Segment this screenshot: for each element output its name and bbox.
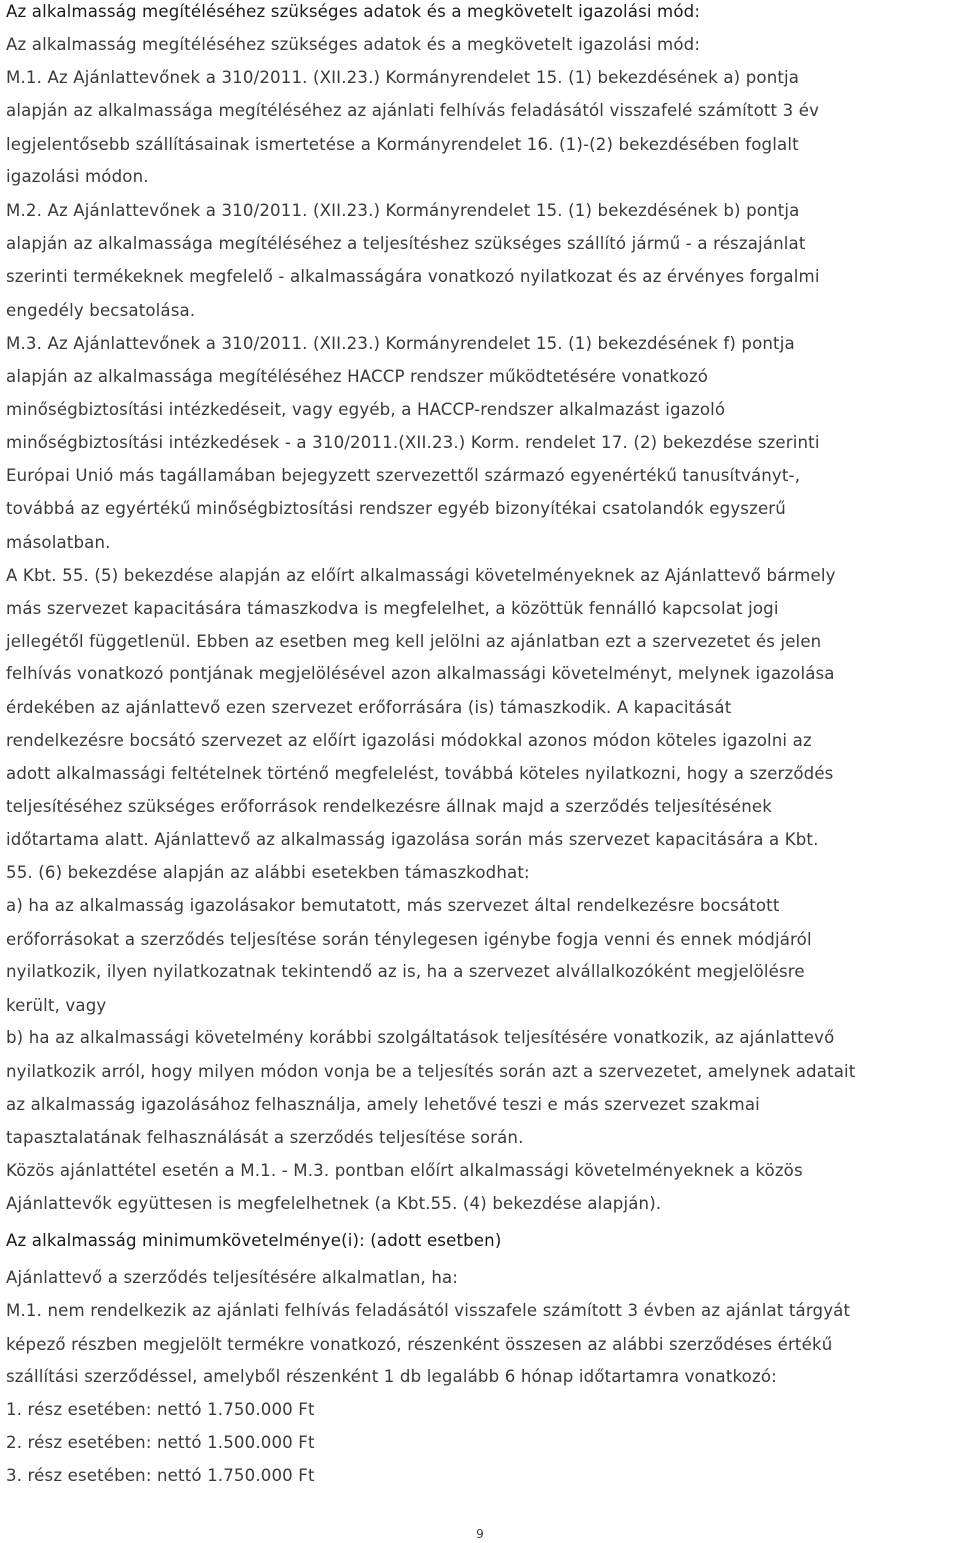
- text-line: engedély becsatolása.: [6, 301, 196, 320]
- text-line: jellegétől függetlenül. Ebben az esetben meg kell jelölni az ajánlatban ezt a szervezetet és jelen: [6, 632, 822, 651]
- text-line: b) ha az alkalmassági követelmény korábbi szolgáltatások teljesítésére vonatkozik, az ajánlattevő: [6, 1028, 835, 1047]
- text-line: a) ha az alkalmasság igazolásakor bemutatott, más szervezet által rendelkezésre bocsátott: [6, 896, 780, 915]
- text-line: került, vagy: [6, 996, 107, 1015]
- text-line: alapján az alkalmassága megítéléséhez a teljesítéshez szükséges szállító jármű - a részajánlat: [6, 234, 806, 253]
- text-line: képező részben megjelölt termékre vonatkozó, részenként összesen az alábbi szerződéses értékű: [6, 1335, 833, 1354]
- list-item: 1. rész esetében: nettó 1.750.000 Ft: [6, 1400, 315, 1419]
- text-line: felhívás vonatkozó pontjának megjelölésével azon alkalmassági követelményt, melynek igazolása: [6, 664, 835, 683]
- text-line: szállítási szerződéssel, amelyből részenként 1 db legalább 6 hónap időtartamra vonatkozó:: [6, 1367, 777, 1386]
- page-number: 9: [476, 1527, 484, 1541]
- text-line: Ajánlattevők együttesen is megfelelhetnek (a Kbt.55. (4) bekezdése alapján).: [6, 1194, 662, 1213]
- list-item: 2. rész esetében: nettó 1.500.000 Ft: [6, 1433, 315, 1452]
- text-line: Az alkalmasság megítéléséhez szükséges adatok és a megkövetelt igazolási mód:: [6, 35, 701, 54]
- text-line: M.3. Az Ajánlattevőnek a 310/2011. (XII.23.) Kormányrendelet 15. (1) bekezdésének f) pontja: [6, 334, 795, 353]
- text-line: erőforrásokat a szerződés teljesítése során ténylegesen igénybe fogja venni és ennek módjáról: [6, 930, 812, 949]
- text-line: érdekében az ajánlattevő ezen szervezet erőforrására (is) támaszkodik. A kapacitását: [6, 698, 732, 717]
- text-line: Közös ajánlattétel esetén a M.1. - M.3. pontban előírt alkalmassági követelményeknek a közös: [6, 1161, 803, 1180]
- text-line: A Kbt. 55. (5) bekezdése alapján az előírt alkalmassági követelményeknek az Ajánlattevő bármely: [6, 566, 836, 585]
- text-line: teljesítéséhez szükséges erőforrások rendelkezésre állnak majd a szerződés teljesítésének: [6, 797, 773, 816]
- text-line: alapján az alkalmassága megítéléséhez HACCP rendszer működtetésére vonatkozó: [6, 367, 709, 386]
- text-line: időtartama alatt. Ajánlattevő az alkalmasság igazolása során más szervezet kapacitására a Kbt.: [6, 830, 819, 849]
- text-line: más szervezet kapacitására támaszkodva is megfelelhet, a közöttük fennálló kapcsolat jogi: [6, 599, 779, 618]
- text-line: Európai Unió más tagállamában bejegyzett szervezettől származó egyenértékű tanusítványt-,: [6, 466, 801, 485]
- text-line: másolatban.: [6, 533, 111, 552]
- text-line: nyilatkozik, ilyen nyilatkozatnak tekintendő az is, ha a szervezet alvállalkozóként megjelölésre: [6, 962, 805, 981]
- text-line: Ajánlattevő a szerződés teljesítésére alkalmatlan, ha:: [6, 1268, 459, 1287]
- section-heading: Az alkalmasság megítéléséhez szükséges adatok és a megkövetelt igazolási mód:: [6, 2, 701, 21]
- text-line: minőségbiztosítási intézkedéseit, vagy egyéb, a HACCP-rendszer alkalmazást igazoló: [6, 400, 726, 419]
- text-line: alapján az alkalmassága megítéléséhez az ajánlati felhívás feladásától visszafelé számított 3 év: [6, 101, 820, 120]
- list-item: 3. rész esetében: nettó 1.750.000 Ft: [6, 1466, 315, 1485]
- text-line: szerinti termékeknek megfelelő - alkalmasságára vonatkozó nyilatkozat és az érvényes forgalmi: [6, 267, 820, 286]
- text-line: minőségbiztosítási intézkedések - a 310/2011.(XII.23.) Korm. rendelet 17. (2) bekezdése szerinti: [6, 433, 820, 452]
- text-line: továbbá az egyértékű minőségbiztosítási rendszer egyéb bizonyítékai csatolandók egyszerű: [6, 499, 786, 518]
- text-line: igazolási módon.: [6, 167, 149, 186]
- text-line: az alkalmasság igazolásához felhasználja, amely lehetővé teszi e más szervezet szakmai: [6, 1095, 760, 1114]
- text-line: legjelentősebb szállításainak ismertetése a Kormányrendelet 16. (1)-(2) bekezdésében foglalt: [6, 135, 799, 154]
- text-line: nyilatkozik arról, hogy milyen módon vonja be a teljesítés során azt a szervezetet, amelynek adatait: [6, 1062, 856, 1081]
- text-line: rendelkezésre bocsátó szervezet az előírt igazolási módokkal azonos módon köteles igazolni az: [6, 731, 812, 750]
- section-heading: Az alkalmasság minimumkövetelménye(i): (adott esetben): [6, 1231, 502, 1250]
- text-line: tapasztalatának felhasználását a szerződés teljesítése során.: [6, 1128, 524, 1147]
- text-line: M.1. Az Ajánlattevőnek a 310/2011. (XII.23.) Kormányrendelet 15. (1) bekezdésének a) pontja: [6, 68, 800, 87]
- text-line: M.2. Az Ajánlattevőnek a 310/2011. (XII.23.) Kormányrendelet 15. (1) bekezdésének b) pontja: [6, 201, 800, 220]
- text-line: M.1. nem rendelkezik az ajánlati felhívás feladásától visszafele számított 3 évben az ajánlat tárgyát: [6, 1301, 851, 1320]
- text-line: adott alkalmassági feltételnek történő megfelelést, továbbá köteles nyilatkozni, hogy a szerződés: [6, 764, 834, 783]
- text-line: 55. (6) bekezdése alapján az alábbi esetekben támaszkodhat:: [6, 863, 530, 882]
